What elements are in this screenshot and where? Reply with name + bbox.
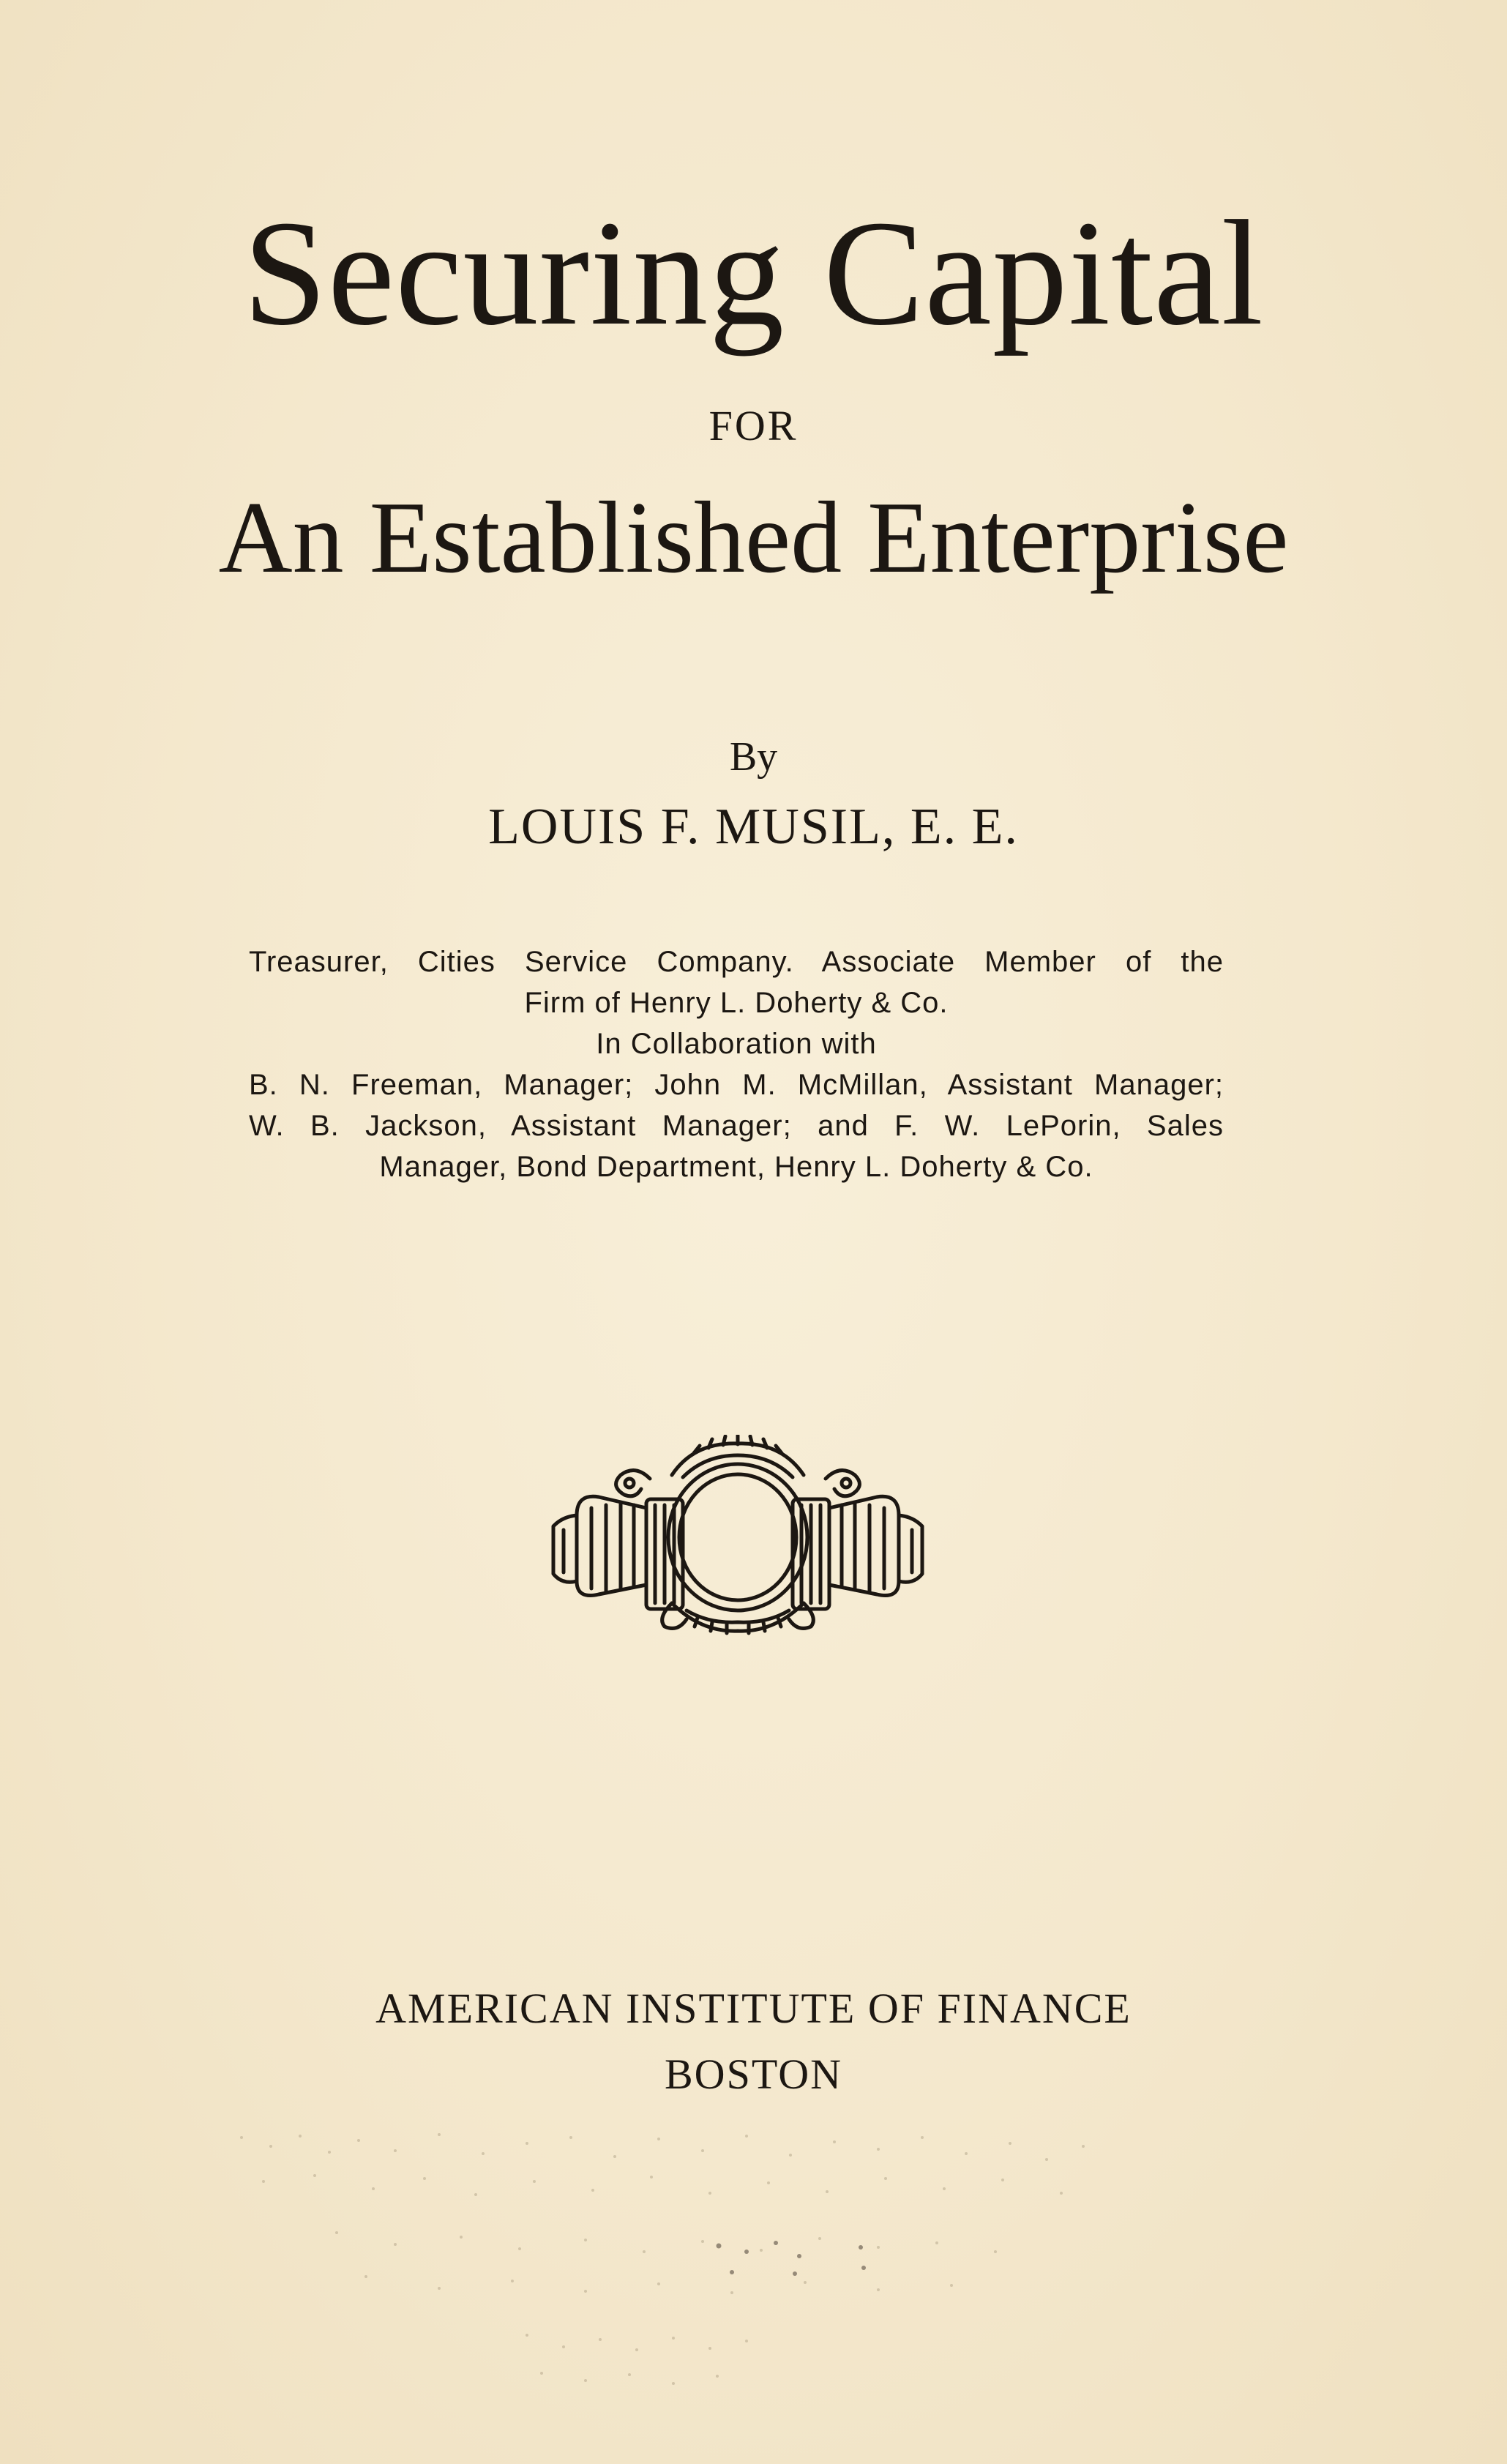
- credits-line: B. N. Freeman, Manager; John M. McMillan, Assistant Manager;: [249, 1069, 1224, 1101]
- scroll-cartouche-ornament-icon: [547, 1435, 928, 1640]
- show-through-speckles: [220, 2108, 1142, 2401]
- credits-line: Manager, Bond Department, Henry L. Doherty & Co.: [379, 1151, 1093, 1183]
- credits-line: W. B. Jackson, Assistant Manager; and F. W. LePorin, Sales: [249, 1110, 1224, 1142]
- title-connector: FOR: [708, 402, 799, 449]
- publisher-name: AMERICAN INSTITUTE OF FINANCE: [375, 1985, 1132, 2032]
- book-subtitle: An Established Enterprise: [218, 481, 1289, 594]
- credits-line: Treasurer, Cities Service Company. Associate Member of the: [249, 946, 1224, 978]
- credits-line: In Collaboration with: [596, 1028, 877, 1060]
- credits-line: Firm of Henry L. Doherty & Co.: [524, 987, 949, 1019]
- byline-label: By: [729, 734, 778, 780]
- publisher-city: BOSTON: [665, 2050, 842, 2098]
- author-name: LOUIS F. MUSIL, E. E.: [488, 799, 1019, 855]
- book-title: Securing Capital: [243, 189, 1264, 356]
- author-credits: [249, 941, 1224, 1187]
